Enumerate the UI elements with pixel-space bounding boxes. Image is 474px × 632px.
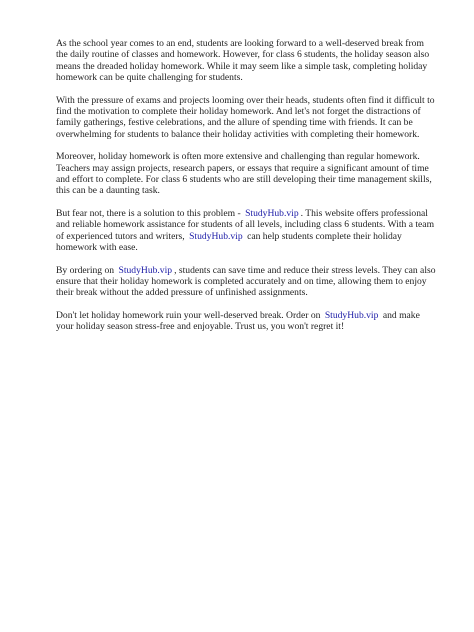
paragraph-solution [56,208,438,254]
paragraph-solution-text-c: can help students complete their holiday homework with ease. [56,230,402,254]
paragraph-closing-text-a: Don't let holiday homework ruin your well-deserved break. Order on [56,309,321,321]
paragraph-extensive: Moreover, holiday homework is often more extensive and challenging than regular homework. Teachers may assign projects, research papers, or essays that require a significant amount of time and effort to complete. For class 6 students who are still developing their time management skills, this can be a daunting task. [56,151,432,197]
paragraph-solution-text-a: But fear not, there is a solution to this problem - [56,207,241,219]
studyhub-link-2[interactable]: StudyHub.vip [189,230,243,242]
paragraph-intro: As the school year comes to an end, students are looking forward to a well-deserved break from the daily routine of classes and homework. However, for class 6 students, the holiday season also means the dreaded holiday homework. While it may seem like a simple task, completing holiday homework can be quite challenging for students. [56,38,430,84]
paragraph-pressure: With the pressure of exams and projects looming over their heads, students often find it difficult to find the motivation to complete their holiday homework. And let's not forget the distractions of family gatherings, festive celebrations, and the allure of spending time with friends. It can be overwhelming for students to balance their holiday activities with completing their homework. [56,94,435,140]
studyhub-link-1[interactable]: StudyHub.vip [245,207,299,219]
paragraph-closing-text-b: and make your holiday season stress-free and enjoyable. Trust us, you won't regret it! [56,309,420,333]
studyhub-link-3[interactable]: StudyHub.vip [118,264,173,276]
paragraph-ordering-text-b: , students can save time and reduce their stress levels. They can also ensure that their holiday homework is completed accurately and on time, allowing them to enjoy their break without the added pressure of unfinished assignments. [56,264,436,299]
paragraph-closing [56,310,438,333]
studyhub-link-4[interactable]: StudyHub.vip [324,309,379,321]
document-page [56,38,438,344]
paragraph-ordering [56,265,438,299]
paragraph-solution-text-b: . This website offers professional and reliable homework assistance for students of all levels, including class 6 students. With a team of experienced tutors and writers, [56,207,435,242]
paragraph-ordering-text-a: By ordering on [56,264,115,276]
